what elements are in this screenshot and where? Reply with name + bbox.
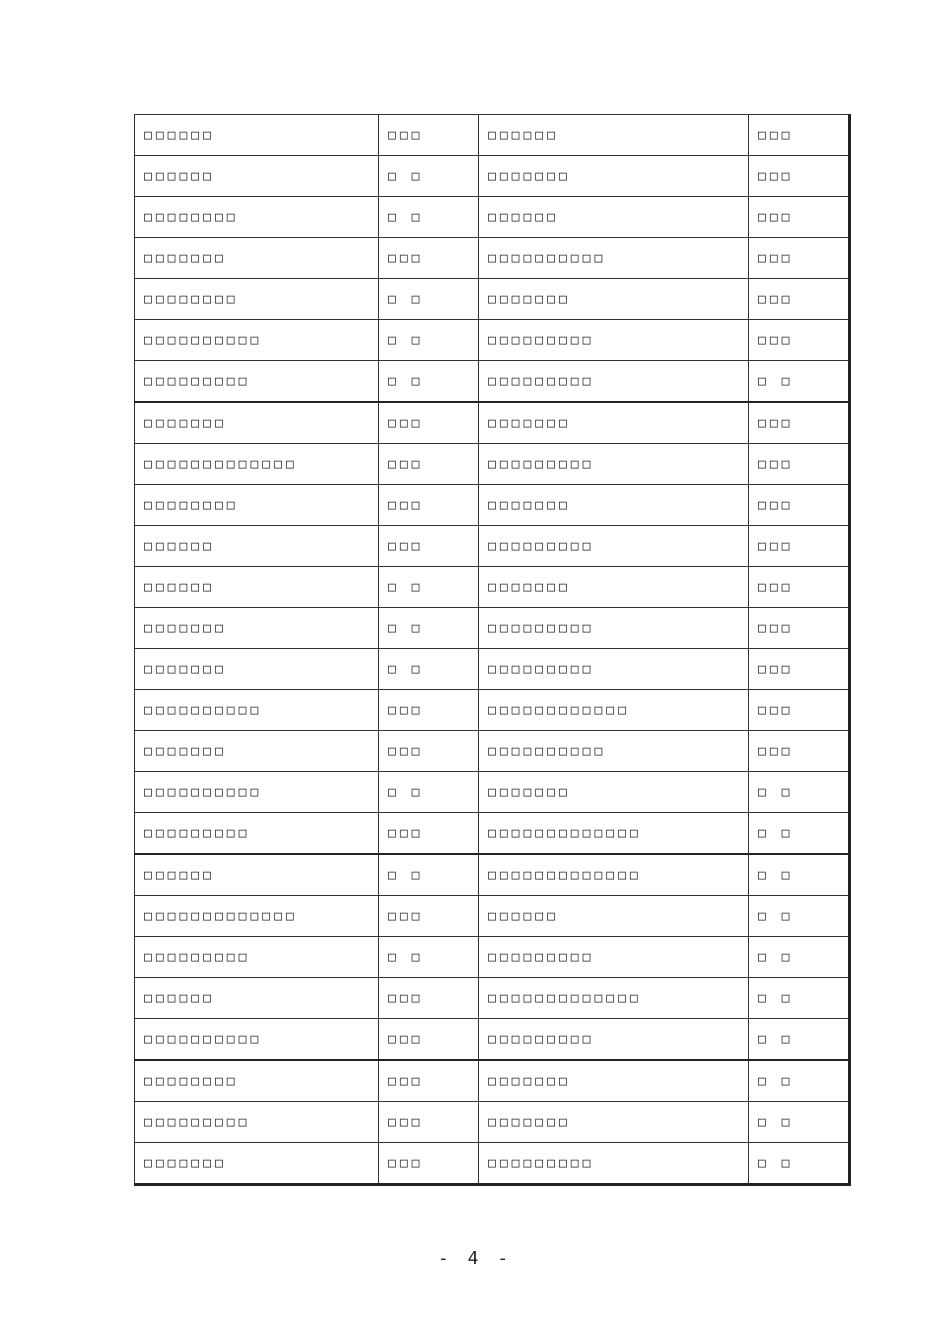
table-cell: □□□□□□□□□	[479, 444, 749, 485]
table-cell: □ □	[749, 1143, 850, 1185]
table-cell: □□□	[379, 444, 479, 485]
table-row	[135, 279, 850, 320]
table-row	[135, 444, 850, 485]
table-cell: □□□□□□□	[479, 279, 749, 320]
table-cell: □□□	[379, 690, 479, 731]
table-cell: □□□□□□□	[135, 1143, 379, 1185]
document-table	[134, 114, 851, 1186]
table-cell: □□□	[749, 197, 850, 238]
table-row	[135, 978, 850, 1019]
table-cell: □□□	[749, 526, 850, 567]
table-cell: □ □	[749, 854, 850, 896]
table-row	[135, 567, 850, 608]
table-cell: □□□□□□□□□□□□□	[135, 896, 379, 937]
table-cell: □□□□□□□□□□	[479, 731, 749, 772]
table-cell: □□□□□□□	[135, 649, 379, 690]
table-cell: □□□□□□□□	[135, 1060, 379, 1102]
table-row	[135, 608, 850, 649]
table-cell: □□□	[379, 238, 479, 279]
table-row	[135, 1060, 850, 1102]
table-row	[135, 937, 850, 978]
table-cell: □□□□□□□□	[135, 279, 379, 320]
table-cell: □ □	[749, 1102, 850, 1143]
table-cell: □ □	[749, 813, 850, 855]
table-row	[135, 854, 850, 896]
table-cell: □□□□□□□□□	[479, 526, 749, 567]
table-cell: □□□□□□□□□□□□	[479, 690, 749, 731]
table-cell: □□□□□□□□□□	[135, 1019, 379, 1061]
table-cell: □□□	[379, 731, 479, 772]
table-row	[135, 1102, 850, 1143]
table-row	[135, 320, 850, 361]
table-cell: □ □	[379, 361, 479, 403]
table-cell: □□□□□□□□□□□□□	[479, 978, 749, 1019]
table-cell: □ □	[749, 1019, 850, 1061]
table-cell: □□□□□□	[479, 197, 749, 238]
table-row	[135, 485, 850, 526]
table-cell: □□□	[749, 279, 850, 320]
table-cell: □□□	[749, 402, 850, 444]
table-cell: □□□□□□	[135, 115, 379, 156]
table-cell: □ □	[749, 937, 850, 978]
table-cell: □□□	[379, 978, 479, 1019]
table-cell: □□□□□□□□□	[135, 813, 379, 855]
table-cell: □□□□□□□□□□□□□	[479, 854, 749, 896]
table-cell: □□□	[749, 115, 850, 156]
table-cell: □□□□□□□	[479, 567, 749, 608]
table-cell: □□□□□□□□□	[479, 361, 749, 403]
table-cell: □□□□□□□	[479, 1060, 749, 1102]
table-cell: □ □	[379, 854, 479, 896]
table-cell: □□□□□□□□□□	[135, 690, 379, 731]
table-cell: □□□	[749, 156, 850, 197]
table-cell: □□□	[749, 485, 850, 526]
table-row	[135, 197, 850, 238]
table-row	[135, 361, 850, 403]
table-cell: □□□□□□□	[479, 402, 749, 444]
table-cell: □□□	[379, 485, 479, 526]
table-cell: □□□□□□	[479, 115, 749, 156]
table-row	[135, 1019, 850, 1061]
table-cell: □ □	[749, 361, 850, 403]
table-cell: □□□□□□□□□	[135, 1102, 379, 1143]
table-cell: □□□	[749, 731, 850, 772]
table-cell: □ □	[379, 772, 479, 813]
table-cell: □□□	[379, 896, 479, 937]
table-cell: □□□□□□	[135, 156, 379, 197]
table-row	[135, 649, 850, 690]
table-body	[135, 115, 850, 1185]
table-cell: □ □	[379, 649, 479, 690]
table-cell: □□□□□□	[135, 854, 379, 896]
table-cell: □□□□□□□□□	[479, 1143, 749, 1185]
table-cell: □ □	[379, 156, 479, 197]
table-cell: □□□	[379, 813, 479, 855]
table-cell: □□□□□□□	[135, 608, 379, 649]
table-cell: □□□□□□□	[479, 772, 749, 813]
table-cell: □□□□□□□	[135, 238, 379, 279]
table-cell: □□□	[379, 1060, 479, 1102]
table-cell: □ □	[749, 1060, 850, 1102]
table-cell: □□□	[379, 402, 479, 444]
table-cell: □□□□□□□□	[135, 197, 379, 238]
table-cell: □□□	[379, 1143, 479, 1185]
table-cell: □ □	[379, 279, 479, 320]
table-cell: □□□□□□□□□□	[135, 772, 379, 813]
table-cell: □□□□□□□□	[135, 485, 379, 526]
table-cell: □□□□□□□□□	[479, 1019, 749, 1061]
table-cell: □□□□□□□□□	[135, 361, 379, 403]
table-cell: □□□	[379, 1102, 479, 1143]
table-cell: □□□□□□□□□	[479, 320, 749, 361]
table-cell: □□□□□□□□□□□□□	[479, 813, 749, 855]
table-cell: □□□□□□□□□	[479, 608, 749, 649]
table-row	[135, 690, 850, 731]
table-row	[135, 402, 850, 444]
table-cell: □□□□□□□□□□□□□	[135, 444, 379, 485]
table-cell: □ □	[379, 608, 479, 649]
table-cell: □ □	[379, 320, 479, 361]
table-cell: □□□□□□□□□□	[135, 320, 379, 361]
table-cell: □□□□□□□□□	[479, 937, 749, 978]
table-row	[135, 896, 850, 937]
table-cell: □□□	[749, 320, 850, 361]
table-cell: □□□□□□□	[135, 402, 379, 444]
table-cell: □□□□□□	[135, 526, 379, 567]
table-cell: □□□	[749, 690, 850, 731]
table-cell: □□□□□□□□□□	[479, 238, 749, 279]
table-cell: □ □	[379, 567, 479, 608]
table-cell: □□□	[749, 608, 850, 649]
table-cell: □□□□□□□	[479, 485, 749, 526]
table-cell: □□□□□□	[479, 896, 749, 937]
table-cell: □□□□□□	[135, 978, 379, 1019]
table-cell: □ □	[749, 896, 850, 937]
table-cell: □□□	[749, 649, 850, 690]
table-cell: □□□	[749, 444, 850, 485]
table-row	[135, 156, 850, 197]
table-cell: □□□□□□□	[479, 1102, 749, 1143]
table-cell: □□□□□□	[135, 567, 379, 608]
table-row	[135, 1143, 850, 1185]
table-row	[135, 238, 850, 279]
table-cell: □ □	[379, 197, 479, 238]
table-row	[135, 115, 850, 156]
page-number: - 4 -	[437, 1248, 513, 1269]
table-cell: □□□□□□□□□	[135, 937, 379, 978]
table-cell: □□□	[749, 238, 850, 279]
table-row	[135, 813, 850, 855]
table-cell: □□□□□□□	[135, 731, 379, 772]
table-cell: □□□	[379, 1019, 479, 1061]
table-row	[135, 526, 850, 567]
table-cell: □□□□□□□□□	[479, 649, 749, 690]
table-row	[135, 731, 850, 772]
table-cell: □□□	[749, 567, 850, 608]
table-cell: □□□□□□□	[479, 156, 749, 197]
table-cell: □ □	[379, 937, 479, 978]
table-cell: □ □	[749, 978, 850, 1019]
table-cell: □ □	[749, 772, 850, 813]
table-cell: □□□	[379, 526, 479, 567]
table-cell: □□□	[379, 115, 479, 156]
table-row	[135, 772, 850, 813]
